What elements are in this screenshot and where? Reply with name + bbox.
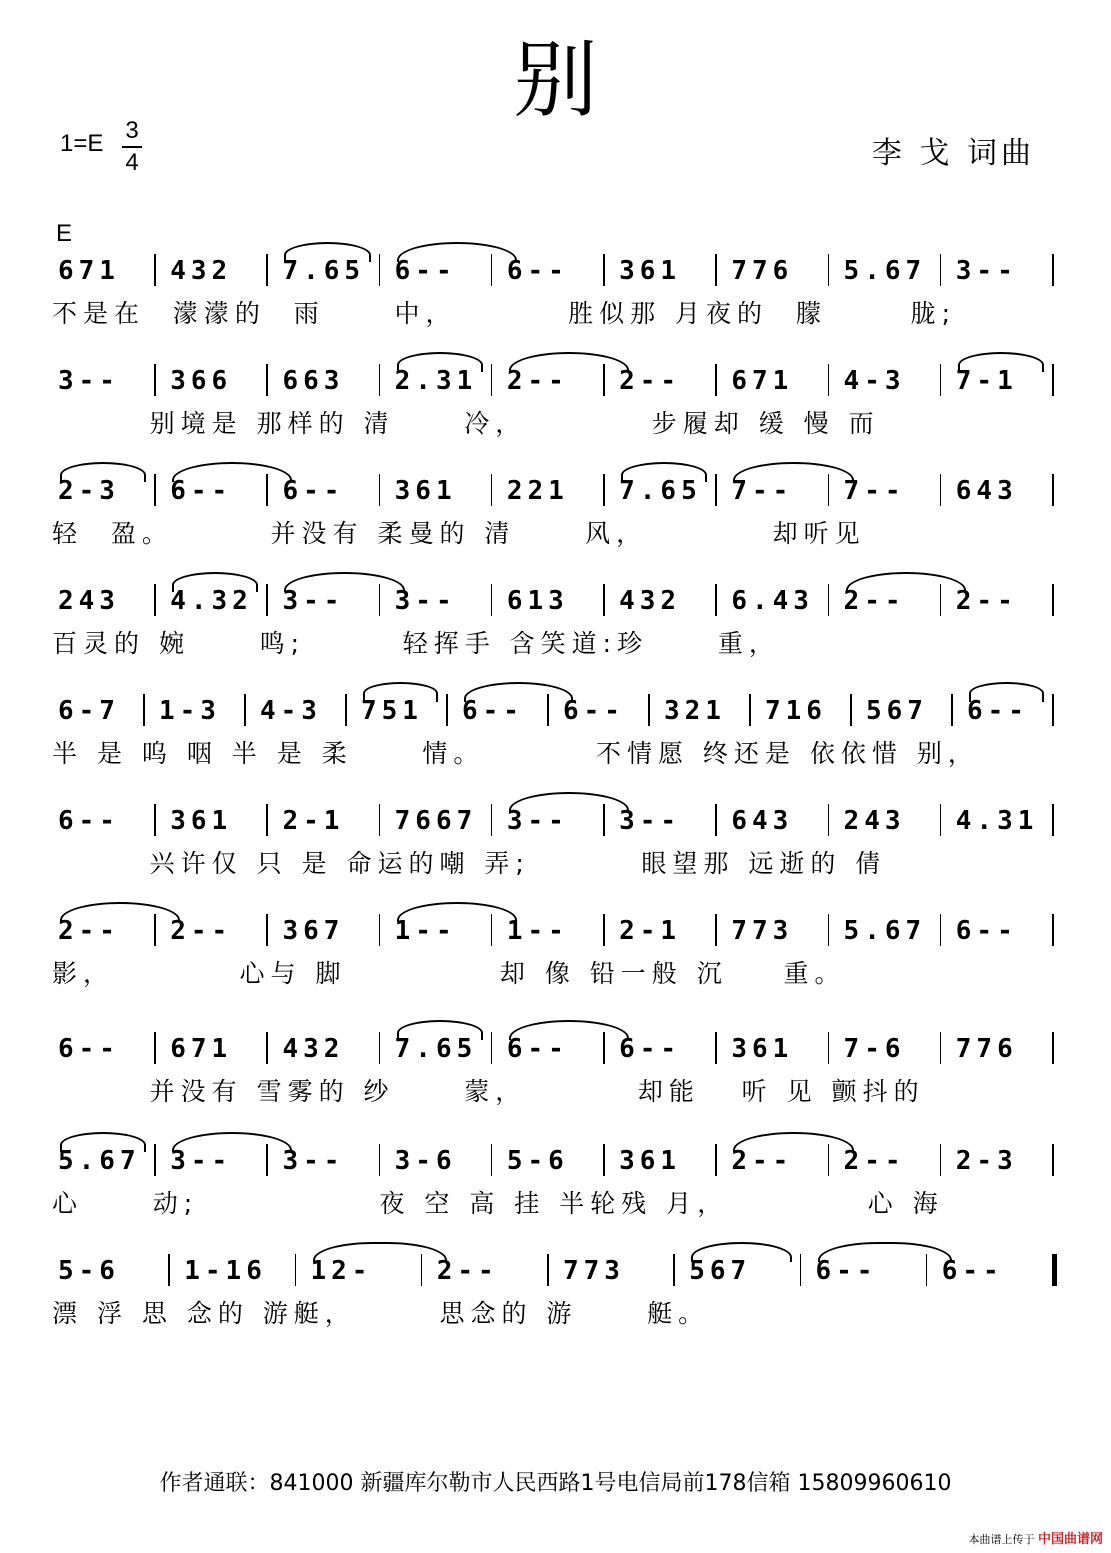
bar-line (828, 914, 830, 946)
measure: 361 (394, 476, 457, 506)
measure: 6-- (563, 696, 625, 726)
bar-line (1052, 804, 1054, 836)
notes-line (54, 352, 1074, 402)
measure: 2-- (58, 916, 120, 946)
measure: 2-- (619, 366, 682, 396)
bar-line (715, 584, 717, 616)
measure: 4.31 (955, 806, 1039, 836)
measure: 4-3 (843, 366, 906, 396)
measure: 776 (731, 256, 794, 286)
bar-line (154, 254, 156, 286)
score-row (0, 902, 1111, 1012)
time-signature (122, 118, 142, 176)
slur (313, 1242, 447, 1262)
final-bar-line (1052, 1254, 1057, 1286)
slur (464, 682, 573, 702)
measure: 6-- (170, 476, 233, 506)
measure: 2-- (436, 1256, 499, 1286)
score-row (0, 352, 1111, 462)
bar-line (244, 694, 246, 726)
score-row (0, 572, 1111, 682)
bar-line (491, 1032, 493, 1064)
bar-line (1052, 1144, 1054, 1176)
bar-line (266, 1032, 268, 1064)
measure: 567 (866, 696, 928, 726)
measure: 6-- (967, 696, 1029, 726)
bar-line (379, 1032, 381, 1064)
slur (733, 462, 853, 482)
slur (172, 572, 258, 592)
measure: 7-- (731, 476, 794, 506)
slur (397, 242, 517, 262)
bar-line (940, 474, 942, 506)
measure: 2-3 (955, 1146, 1018, 1176)
measure: 221 (506, 476, 569, 506)
bar-line (715, 1032, 717, 1064)
slur (397, 352, 483, 372)
lyrics-line: 半 是 呜 咽 半 是 柔 情。 不情愿 终还是 依依惜 别， (52, 739, 979, 768)
composer-credit: 李 戈 词曲 (871, 136, 1035, 171)
measure: 6-- (282, 476, 345, 506)
bar-line (379, 914, 381, 946)
measure: 7-- (843, 476, 906, 506)
measure: 2-- (731, 1146, 794, 1176)
slur (818, 1242, 952, 1262)
measure: 5.67 (843, 256, 927, 286)
bar-line (1052, 254, 1054, 286)
measure: 1-- (506, 916, 569, 946)
bar-line (940, 804, 942, 836)
bar-line (673, 1254, 675, 1286)
measure: 6-- (58, 1034, 120, 1064)
score-row (0, 242, 1111, 352)
measure: 1-- (394, 916, 457, 946)
author-contact: 作者通联：841000 新疆库尔勒市人民西路1号电信局前178信箱 15809960610 (159, 1471, 952, 1496)
slur (363, 682, 438, 702)
measure: 671 (170, 1034, 233, 1064)
measure: 6.43 (731, 586, 814, 616)
bar-line (1052, 914, 1054, 946)
lyrics-line: 不是在 濛濛的 雨 中， 胜似那 月夜的 朦 胧; (52, 299, 957, 328)
bar-line (648, 694, 650, 726)
measure: 716 (765, 696, 827, 726)
bar-line (491, 804, 493, 836)
measure: 7-1 (955, 366, 1018, 396)
measure: 6-- (619, 1034, 682, 1064)
measure: 2-- (955, 586, 1018, 616)
notes-line (54, 462, 1074, 512)
bar-line (379, 804, 381, 836)
bar-line (295, 1254, 297, 1286)
bar-line (850, 694, 852, 726)
measure: 361 (619, 256, 682, 286)
measure: 3-- (282, 1146, 345, 1176)
bar-line (715, 474, 717, 506)
measure: 5.67 (843, 916, 927, 946)
measure: 432 (170, 256, 233, 286)
measure: 4-3 (260, 696, 322, 726)
upload-note (968, 1528, 1103, 1547)
bar-line (715, 254, 717, 286)
measure: 1-3 (159, 696, 221, 726)
measure: 2-- (170, 916, 233, 946)
notes-line (54, 682, 1074, 732)
slur (284, 242, 370, 262)
measure: 6-- (506, 1034, 569, 1064)
lyrics-line: 别境是 那样的 清 冷， 步履却 缓 慢 而 (52, 409, 880, 438)
bar-line (603, 1144, 605, 1176)
measure: 773 (731, 916, 794, 946)
slur (691, 1242, 791, 1262)
bar-line (154, 584, 156, 616)
lyrics-line: 兴许仅 只 是 命运的嘲 弄; 眼望那 远逝的 倩 (52, 849, 887, 878)
bar-line (749, 694, 751, 726)
bar-line (379, 254, 381, 286)
lyrics-line: 心 动; 夜 空 高 挂 半轮残 月， 心 海 (52, 1189, 944, 1218)
slur (509, 352, 629, 372)
measure: 643 (955, 476, 1018, 506)
bar-line (154, 474, 156, 506)
measure: 751 (361, 696, 423, 726)
slur (969, 682, 1044, 702)
bar-line (547, 1254, 549, 1286)
bar-line (828, 364, 830, 396)
bar-line (154, 1144, 156, 1176)
bar-line (491, 364, 493, 396)
score-row (0, 792, 1111, 902)
measure: 6-- (394, 256, 457, 286)
measure: 5-6 (58, 1256, 120, 1286)
slur (509, 1020, 629, 1040)
meter-top: 3 (125, 117, 139, 144)
bar-line (143, 694, 145, 726)
bar-line (379, 474, 381, 506)
measure: 432 (619, 586, 682, 616)
lyrics-line: 轻 盈。 并没有 柔曼的 清 风， 却听见 (52, 519, 866, 548)
measure: 6-- (58, 806, 120, 836)
slur (172, 1132, 292, 1152)
meter-bottom: 4 (125, 148, 139, 176)
measure: 367 (282, 916, 345, 946)
measure: 3-- (58, 366, 120, 396)
measure: 6-7 (58, 696, 120, 726)
bar-line (828, 1032, 830, 1064)
measure: 663 (282, 366, 345, 396)
measure: 321 (664, 696, 726, 726)
lyrics-line: 百灵的 婉 鸣; 轻挥手 含笑道:珍 重， (52, 629, 780, 658)
notes-line (54, 242, 1074, 292)
measure: 432 (282, 1034, 345, 1064)
measure: 5-6 (506, 1146, 569, 1176)
measure: 2-1 (282, 806, 345, 836)
bar-line (266, 914, 268, 946)
notes-line (54, 792, 1074, 842)
slur (284, 572, 404, 592)
measure: 2-- (843, 586, 906, 616)
measure: 2-1 (619, 916, 682, 946)
notes-line (54, 572, 1074, 622)
slur (60, 1132, 146, 1152)
measure: 243 (58, 586, 120, 616)
measure: 2-3 (58, 476, 120, 506)
measure: 361 (619, 1146, 682, 1176)
measure: 6-- (941, 1256, 1004, 1286)
measure: 567 (689, 1256, 752, 1286)
bar-line (446, 694, 448, 726)
slur (958, 352, 1044, 372)
bar-line (603, 254, 605, 286)
bar-line (379, 1144, 381, 1176)
bar-line (603, 914, 605, 946)
measure: 2.31 (394, 366, 478, 396)
bar-line (266, 584, 268, 616)
bar-line (154, 804, 156, 836)
score-row (0, 1132, 1111, 1242)
bar-line (715, 1144, 717, 1176)
measure: 3-- (394, 586, 457, 616)
bar-line (951, 694, 953, 726)
bar-line (940, 364, 942, 396)
slur (621, 462, 707, 482)
measure: 3-- (955, 256, 1018, 286)
slur (509, 792, 629, 812)
measure: 613 (506, 586, 569, 616)
measure: 361 (731, 1034, 794, 1064)
key-signature: 1=E (60, 130, 104, 157)
bar-line (940, 1032, 942, 1064)
measure: 671 (58, 256, 120, 286)
measure: 7.65 (619, 476, 702, 506)
measure: 7.65 (282, 256, 366, 286)
notes-line (54, 1020, 1074, 1070)
measure: 643 (731, 806, 794, 836)
measure: 2-- (843, 1146, 906, 1176)
measure: 3-- (170, 1146, 233, 1176)
bar-line (940, 254, 942, 286)
measure: 776 (955, 1034, 1018, 1064)
bar-line (266, 364, 268, 396)
bar-line (940, 1144, 942, 1176)
bar-line (940, 914, 942, 946)
notes-line (54, 1242, 1074, 1292)
score-row (0, 462, 1111, 572)
bar-line (379, 364, 381, 396)
measure: 12- (310, 1256, 373, 1286)
measure: 243 (843, 806, 906, 836)
score-row (0, 682, 1111, 792)
bar-line (715, 914, 717, 946)
bar-line (715, 364, 717, 396)
notes-line (54, 902, 1074, 952)
bar-line (345, 694, 347, 726)
slur (846, 572, 966, 592)
measure: 3-6 (394, 1146, 457, 1176)
bar-line (266, 254, 268, 286)
measure: 6-- (955, 916, 1018, 946)
slur (60, 902, 180, 922)
slur (60, 462, 146, 482)
measure: 671 (731, 366, 794, 396)
measure: 2-- (506, 366, 569, 396)
measure: 7667 (394, 806, 478, 836)
site-brand: 中国曲谱网 (1037, 1532, 1103, 1547)
measure: 6-- (815, 1256, 878, 1286)
measure: 361 (170, 806, 233, 836)
slur (397, 1020, 483, 1040)
lyrics-line: 并没有 雪雾的 纱 蒙， 却能 听 见 颤抖的 (52, 1077, 925, 1106)
upload-text: 本曲谱上传于 (968, 1533, 1035, 1546)
bar-line (491, 584, 493, 616)
meter-divider (122, 146, 142, 148)
slur (397, 902, 517, 922)
measure: 3-- (619, 806, 682, 836)
bar-line (715, 804, 717, 836)
measure: 7.65 (394, 1034, 478, 1064)
bar-line (168, 1254, 170, 1286)
lyrics-line: 漂 浮 思 念的 游艇， 思念的 游 艇。 (52, 1299, 710, 1328)
bar-line (491, 1144, 493, 1176)
lyrics-line: 影， 心与 脚 却 像 铅一般 沉 重。 (52, 959, 846, 988)
bar-line (828, 804, 830, 836)
bar-line (828, 584, 830, 616)
bar-line (154, 1032, 156, 1064)
bar-line (1052, 1032, 1054, 1064)
bar-line (603, 584, 605, 616)
bar-line (828, 254, 830, 286)
measure: 5.67 (58, 1146, 141, 1176)
bar-line (266, 804, 268, 836)
measure: 366 (170, 366, 233, 396)
measure: 4.32 (170, 586, 253, 616)
score-row (0, 1242, 1111, 1352)
measure: 1-16 (184, 1256, 267, 1286)
measure: 3-- (506, 806, 569, 836)
measure: 773 (563, 1256, 625, 1286)
score-row (0, 1020, 1111, 1130)
chord-symbol: E (56, 220, 73, 247)
bar-line (1052, 584, 1054, 616)
slur (733, 1132, 853, 1152)
song-title: 别 (513, 31, 598, 129)
bar-line (154, 364, 156, 396)
measure: 7-6 (843, 1034, 906, 1064)
measure: 6-- (462, 696, 524, 726)
bar-line (1052, 364, 1054, 396)
bar-line (491, 474, 493, 506)
slur (172, 462, 292, 482)
bar-line (1052, 474, 1054, 506)
bar-line (603, 474, 605, 506)
measure: 3-- (282, 586, 345, 616)
measure: 6-- (506, 256, 569, 286)
notes-line (54, 1132, 1074, 1182)
bar-line (800, 1254, 802, 1286)
bar-line (1052, 694, 1054, 726)
